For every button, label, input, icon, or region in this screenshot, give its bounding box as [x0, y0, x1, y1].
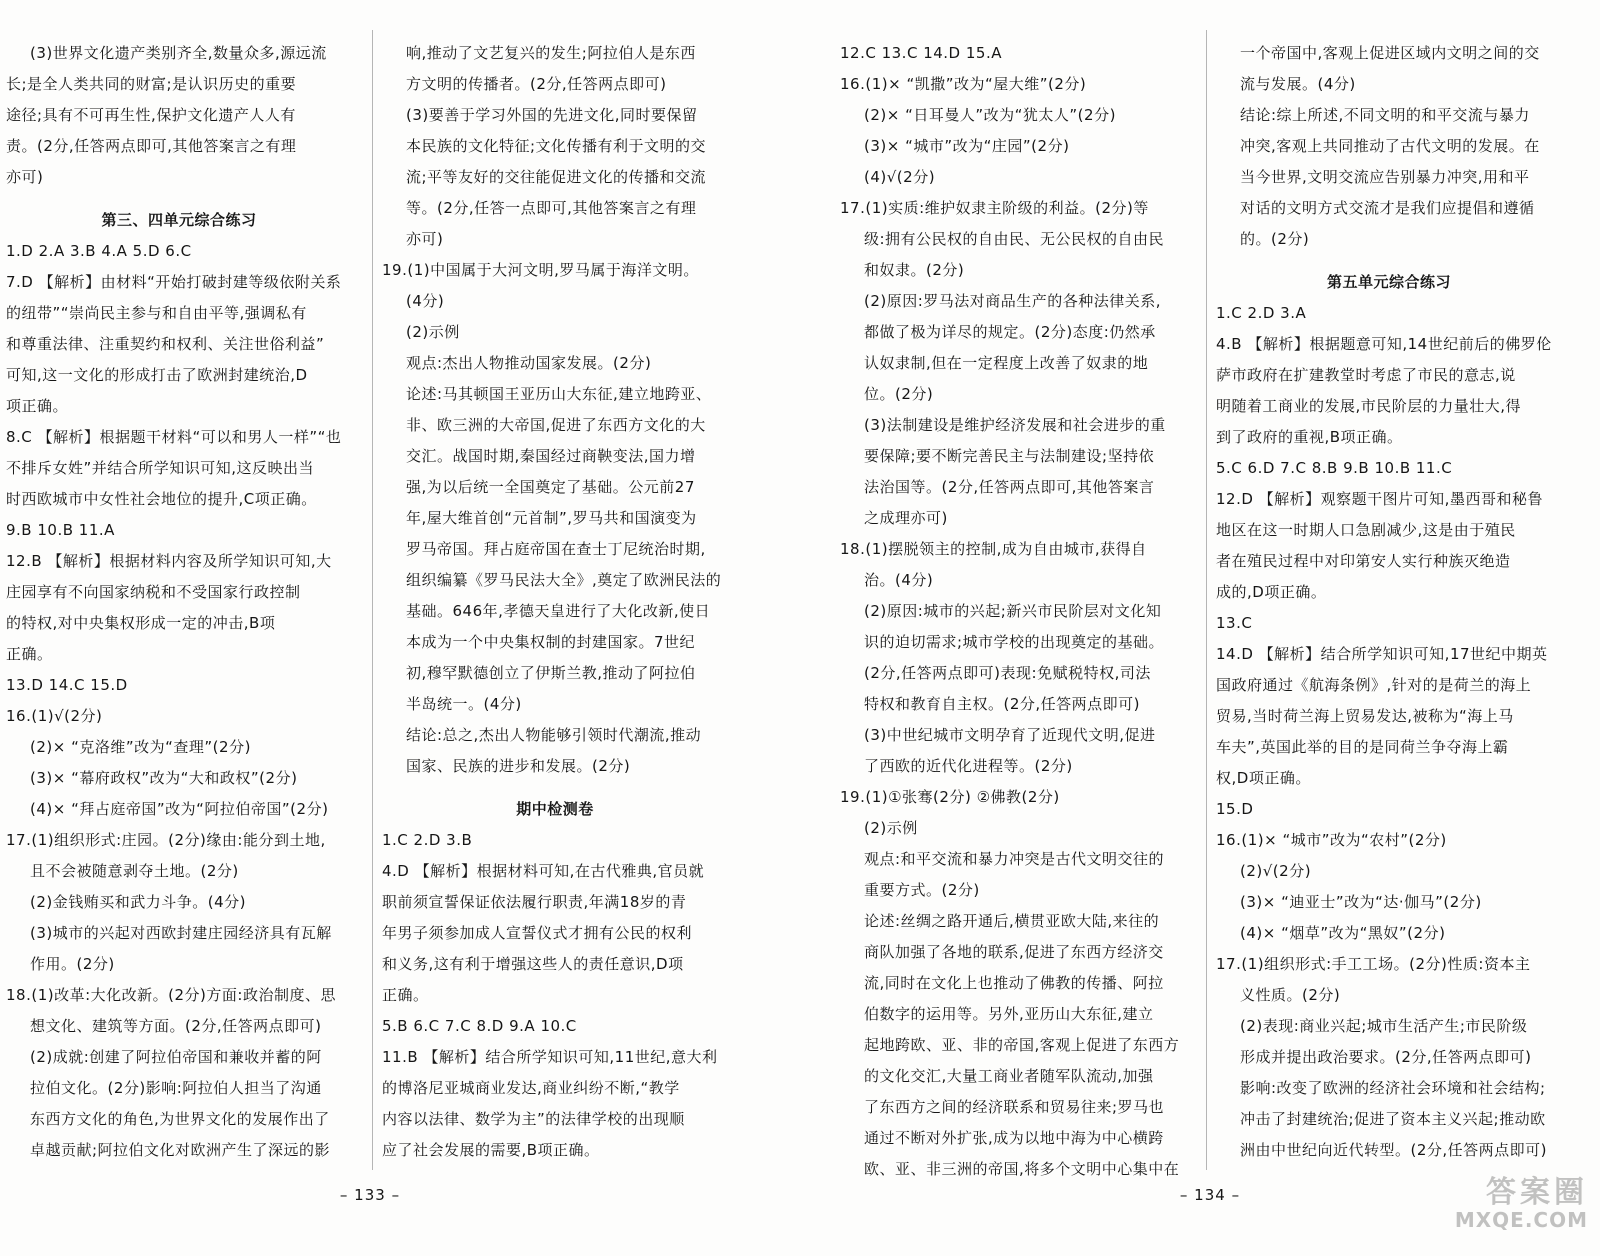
text-line: 且不会被随意剥夺土地。(2分) — [30, 862, 239, 880]
text-line: 论述:马其顿国王亚历山大东征,建立地跨亚、 — [406, 385, 712, 403]
text-line: 16.(1)√(2分) — [6, 707, 103, 725]
text-line: 洲由中世纪向近代转型。(2分,任答两点即可) — [1240, 1141, 1548, 1159]
text-line: (2)金钱贿买和武力斗争。(4分) — [30, 893, 246, 911]
text-line: 8.C 【解析】根据题干材料“可以和男人一样”“也 — [6, 428, 342, 446]
text-line: 时西欧城市中女性社会地位的提升,C项正确。 — [6, 490, 317, 508]
spacer — [6, 193, 352, 205]
text-line: 交汇。战国时期,秦国经过商鞅变法,国力增 — [406, 447, 696, 465]
text-line: (2)× “日耳曼人”改为“犹太人”(2分) — [864, 106, 1116, 124]
text-line: 认奴隶制,但在一定程度上改善了奴隶的地 — [864, 354, 1149, 372]
text-line: 的博洛尼亚城商业发达,商业纠纷不断,“教学 — [382, 1079, 680, 1097]
text-line: 非、欧三洲的大帝国,促进了东西方文化的大 — [406, 416, 706, 434]
text-line: 强,为以后统一全国奠定了基础。公元前27 — [406, 478, 695, 496]
left-page-column-2 — [382, 38, 728, 1166]
text-line: (3)× “幕府政权”改为“大和政权”(2分) — [30, 769, 298, 787]
text-line: 亦可) — [406, 230, 444, 248]
section-heading: 第五单元综合练习 — [1326, 273, 1451, 291]
text-line: 流;平等友好的交往能促进文化的传播和交流 — [406, 168, 707, 186]
text-line: 方文明的传播者。(2分,任答两点即可) — [406, 75, 667, 93]
text-line: 11.B 【解析】结合所学知识可知,11世纪,意大利 — [382, 1048, 718, 1066]
text-line: 13.C — [1216, 614, 1253, 632]
text-line: 14.D 【解析】结合所学知识可知,17世纪中期英 — [1216, 645, 1548, 663]
text-line: 贸易,当时荷兰海上贸易发达,被称为“海上马 — [1216, 707, 1514, 725]
text-line: (4)× “烟草”改为“黑奴”(2分) — [1240, 924, 1446, 942]
text-line: 识的迫切需求;城市学校的出现奠定的基础。 — [864, 633, 1165, 651]
page-133 — [0, 0, 740, 1256]
text-line: 16.(1)× “城市”改为“农村”(2分) — [1216, 831, 1447, 849]
text-line: 4.B 【解析】根据题意可知,14世纪前后的佛罗伦 — [1216, 335, 1552, 353]
text-line: 商队加强了各地的联系,促进了东西方经济交 — [864, 943, 1164, 961]
text-line: 治。(4分) — [864, 571, 934, 589]
text-line: 地区在这一时期人口急剧减少,这是由于殖民 — [1216, 521, 1516, 539]
text-line: (2)原因:罗马法对商品生产的各种法律关系, — [864, 292, 1162, 310]
text-line: (2)成就:创建了阿拉伯帝国和兼收并蓄的阿 — [30, 1048, 322, 1066]
text-line: 都做了极为详尽的规定。(2分)态度:仍然承 — [864, 323, 1156, 341]
text-line: 一个帝国中,客观上促进区域内文明之间的交 — [1240, 44, 1540, 62]
text-line: 5.C 6.D 7.C 8.B 9.B 10.B 11.C — [1216, 459, 1453, 477]
text-line: 正确。 — [6, 645, 53, 663]
text-line: 组织编纂《罗马民法大全》,奠定了欧洲民法的 — [406, 571, 722, 589]
text-line: 对话的文明方式交流才是我们应提倡和遵循 — [1240, 199, 1535, 217]
text-line: 了西欧的近代化进程等。(2分) — [864, 757, 1073, 775]
text-line: 罗马帝国。拜占庭帝国在查士丁尼统治时期, — [406, 540, 706, 558]
text-line: (2分,任答两点即可)表现:免赋税特权,司法 — [864, 664, 1151, 682]
text-line: 职前须宣誓保证依法履行职责,年满18岁的青 — [382, 893, 687, 911]
section-heading: 期中检测卷 — [516, 800, 594, 818]
text-line: (4)× “拜占庭帝国”改为“阿拉伯帝国”(2分) — [30, 800, 329, 818]
text-line: 责。(2分,任答两点即可,其他答案言之有理 — [6, 137, 297, 155]
text-line: 当今世界,文明交流应告别暴力冲突,用和平 — [1240, 168, 1530, 186]
right-page-column-1 — [840, 38, 1186, 1185]
text-line: 结论:综上所述,不同文明的和平交流与暴力 — [1240, 106, 1530, 124]
text-line: 结论:总之,杰出人物能够引领时代潮流,推动 — [406, 726, 702, 744]
text-line: 义性质。(2分) — [1240, 986, 1341, 1004]
text-line: 东西方文化的角色,为世界文化的发展作出了 — [30, 1110, 330, 1128]
text-line: 12.D 【解析】观察题干图片可知,墨西哥和秘鲁 — [1216, 490, 1543, 508]
text-line: (3)中世纪城市文明孕育了近现代文明,促进 — [864, 726, 1156, 744]
text-line: 内容以法律、数学为主”的法律学校的出现顺 — [382, 1110, 685, 1128]
text-line: 1.C 2.D 3.A — [1216, 304, 1307, 322]
text-line: 初,穆罕默德创立了伊斯兰教,推动了阿拉伯 — [406, 664, 696, 682]
section-heading: 第三、四单元综合练习 — [101, 211, 257, 229]
text-line: 途径;具有不可再生性,保护文化遗产人人有 — [6, 106, 296, 124]
text-line: 的纽带”“崇尚民主参与和自由平等,强调私有 — [6, 304, 307, 322]
text-line: 的文化交汇,大量工商业者随军队流动,加强 — [864, 1067, 1154, 1085]
text-line: (2)× “克洛维”改为“查理”(2分) — [30, 738, 251, 756]
watermark-logo — [1448, 1175, 1588, 1242]
text-line: 冲突,客观上共同推动了古代文明的发展。在 — [1240, 137, 1540, 155]
text-line: 7.D 【解析】由材料“开始打破封建等级依附关系 — [6, 273, 342, 291]
text-line: 18.(1)改革:大化改新。(2分)方面:政治制度、思 — [6, 986, 336, 1004]
text-line: 流与发展。(4分) — [1240, 75, 1356, 93]
page-number: – 134 – — [1179, 1186, 1241, 1204]
text-line: (3)× “城市”改为“庄园”(2分) — [864, 137, 1070, 155]
text-line: 要保障;要不断完善民主与法制建设;坚持依 — [864, 447, 1155, 465]
watermark-url: MXQE.COM — [1454, 1208, 1588, 1232]
text-line: 的。(2分) — [1240, 230, 1310, 248]
text-line: (2)示例 — [864, 819, 918, 837]
text-line: 和义务,这有利于增强这些人的责任意识,D项 — [382, 955, 684, 973]
text-line: 基础。646年,孝德天皇进行了大化改新,使日 — [406, 602, 711, 620]
text-line: 了东西方之间的经济联系和贸易往来;罗马也 — [864, 1098, 1165, 1116]
column-divider — [372, 30, 373, 1170]
text-line: 应了社会发展的需要,B项正确。 — [382, 1141, 600, 1159]
text-line: 法治国等。(2分,任答两点即可,其他答案言 — [864, 478, 1155, 496]
text-line: 国家、民族的进步和发展。(2分) — [406, 757, 631, 775]
text-line: 萨市政府在扩建教堂时考虑了市民的意志,说 — [1216, 366, 1516, 384]
text-line: 到了政府的重视,B项正确。 — [1216, 428, 1403, 446]
text-line: 可知,这一文化的形成打击了欧洲封建统治,D — [6, 366, 308, 384]
text-line: 19.(1)中国属于大河文明,罗马属于海洋文明。 — [382, 261, 699, 279]
text-line: 者在殖民过程中对印第安人实行种族灭绝造 — [1216, 552, 1511, 570]
text-line: 和奴隶。(2分) — [864, 261, 965, 279]
text-line: 15.D — [1216, 800, 1254, 818]
text-line: 伯数字的运用等。另外,亚历山大东征,建立 — [864, 1005, 1154, 1023]
text-line: 车夫”,英国此举的目的是同荷兰争夺海上霸 — [1216, 738, 1509, 756]
spacer — [1216, 255, 1562, 267]
text-line: 本成为一个中央集权制的封建国家。7世纪 — [406, 633, 696, 651]
text-line: 成的,D项正确。 — [1216, 583, 1327, 601]
column-divider — [1206, 30, 1207, 1170]
text-line: 影响:改变了欧洲的经济社会环境和社会结构; — [1240, 1079, 1546, 1097]
text-line: 年男子须参加成人宣誓仪式才拥有公民的权利 — [382, 924, 693, 942]
text-line: 不排斥女姓”并结合所学知识可知,这反映出当 — [6, 459, 315, 477]
text-line: 13.D 14.C 15.D — [6, 676, 128, 694]
text-line: 之成理亦可) — [864, 509, 948, 527]
text-line: 位。(2分) — [864, 385, 934, 403]
text-line: 卓越贡献;阿拉伯文化对欧洲产生了深远的影 — [30, 1141, 331, 1159]
text-line: 长;是全人类共同的财富;是认识历史的重要 — [6, 75, 297, 93]
text-line: 4.D 【解析】根据材料可知,在古代雅典,官员就 — [382, 862, 705, 880]
left-page-column-1 — [6, 38, 352, 1166]
text-line: (3)城市的兴起对西欧封建庄园经济具有瓦解 — [30, 924, 332, 942]
text-line: 12.C 13.C 14.D 15.A — [840, 44, 1002, 62]
text-line: (3)× “迪亚士”改为“达·伽马”(2分) — [1240, 893, 1482, 911]
spacer — [382, 782, 728, 794]
text-line: 庄园享有不向国家纳税和不受国家行政控制 — [6, 583, 301, 601]
page-134 — [840, 0, 1580, 1256]
text-line: 亦可) — [6, 168, 44, 186]
text-line: 通过不断对外扩张,成为以地中海为中心横跨 — [864, 1129, 1164, 1147]
text-line: 国政府通过《航海条例》,针对的是荷兰的海上 — [1216, 676, 1532, 694]
text-line: 级:拥有公民权的自由民、无公民权的自由民 — [864, 230, 1165, 248]
text-line: 欧、亚、非三洲的帝国,将多个文明中心集中在 — [864, 1160, 1180, 1178]
text-line: 流,同时在文化上也推动了佛教的传播、阿拉 — [864, 974, 1164, 992]
text-line: (3)法制建设是维护经济发展和社会进步的重 — [864, 416, 1166, 434]
text-line: 特权和教育自主权。(2分,任答两点即可) — [864, 695, 1141, 713]
text-line: 9.B 10.B 11.A — [6, 521, 115, 539]
text-line: 响,推动了文艺复兴的发生;阿拉伯人是东西 — [406, 44, 696, 62]
text-line: 12.B 【解析】根据材料内容及所学知识可知,大 — [6, 552, 332, 570]
text-line: 17.(1)实质:维护奴隶主阶级的利益。(2分)等 — [840, 199, 1149, 217]
text-line: (3)要善于学习外国的先进文化,同时要保留 — [406, 106, 698, 124]
text-line: 观点:和平交流和暴力冲突是古代文明交往的 — [864, 850, 1165, 868]
text-line: 的特权,对中央集权形成一定的冲击,B项 — [6, 614, 276, 632]
text-line: 1.C 2.D 3.B — [382, 831, 473, 849]
text-line: 重要方式。(2分) — [864, 881, 980, 899]
text-line: 作用。(2分) — [30, 955, 115, 973]
text-line: 项正确。 — [6, 397, 69, 415]
text-line: (2)原因:城市的兴起;新兴市民阶层对文化知 — [864, 602, 1162, 620]
text-line: 论述:丝绸之路开通后,横贯亚欧大陆,来往的 — [864, 912, 1160, 930]
text-line: 5.B 6.C 7.C 8.D 9.A 10.C — [382, 1017, 577, 1035]
watermark-text: 答案圈 — [1486, 1175, 1588, 1210]
text-line: 年,屋大维首创“元首制”,罗马共和国演变为 — [406, 509, 697, 527]
text-line: 权,D项正确。 — [1216, 769, 1311, 787]
text-line: 正确。 — [382, 986, 429, 1004]
text-line: 19.(1)①张骞(2分) ②佛教(2分) — [840, 788, 1060, 806]
text-line: (2)示例 — [406, 323, 460, 341]
text-line: (4分) — [406, 292, 445, 310]
text-line: 冲击了封建统治;促进了资本主义兴起;推动欧 — [1240, 1110, 1546, 1128]
text-line: 起地跨欧、亚、非的帝国,客观上促进了东西方 — [864, 1036, 1180, 1054]
page-number: – 133 – — [339, 1186, 401, 1204]
text-line: (2)表现:商业兴起;城市生活产生;市民阶级 — [1240, 1017, 1528, 1035]
text-line: (2)√(2分) — [1240, 862, 1312, 880]
text-line: 和尊重法律、注重契约和权利、关注世俗利益” — [6, 335, 325, 353]
text-line: (3)世界文化遗产类别齐全,数量众多,源远流 — [30, 44, 327, 62]
text-line: 观点:杰出人物推动国家发展。(2分) — [406, 354, 652, 372]
text-line: 本民族的文化特征;文化传播有利于文明的交 — [406, 137, 707, 155]
text-line: 17.(1)组织形式:手工工场。(2分)性质:资本主 — [1216, 955, 1531, 973]
text-line: 等。(2分,任答一点即可,其他答案言之有理 — [406, 199, 697, 217]
text-line: 半岛统一。(4分) — [406, 695, 522, 713]
text-line: 17.(1)组织形式:庄园。(2分)缘由:能分到土地, — [6, 831, 326, 849]
text-line: 形成并提出政治要求。(2分,任答两点即可) — [1240, 1048, 1532, 1066]
text-line: 明随着工商业的发展,市民阶层的力量壮大,得 — [1216, 397, 1522, 415]
text-line: 1.D 2.A 3.B 4.A 5.D 6.C — [6, 242, 192, 260]
text-line: 16.(1)× “凯撒”改为“屋大维”(2分) — [840, 75, 1087, 93]
text-line: 想文化、建筑等方面。(2分,任答两点即可) — [30, 1017, 322, 1035]
text-line: (4)√(2分) — [864, 168, 936, 186]
right-page-column-2 — [1216, 38, 1562, 1166]
text-line: 拉伯文化。(2分)影响:阿拉伯人担当了沟通 — [30, 1079, 322, 1097]
text-line: 18.(1)摆脱领主的控制,成为自由城市,获得自 — [840, 540, 1147, 558]
